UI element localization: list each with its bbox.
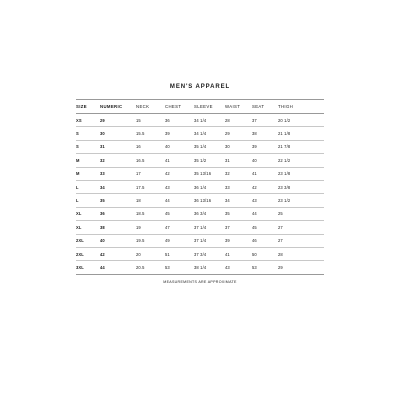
neck-cell: 19 (136, 221, 165, 234)
num-cell: 40 (100, 234, 136, 247)
waist-cell: 43 (225, 261, 252, 274)
waist-cell: 41 (225, 247, 252, 260)
num-cell: 44 (100, 261, 136, 274)
sleeve-cell: 35 1/2 (194, 154, 225, 167)
thigh-cell: 21 7/8 (278, 140, 324, 153)
size-cell: M (76, 167, 100, 180)
sleeve-cell: 37 3/4 (194, 247, 225, 260)
header-row (76, 100, 324, 114)
thigh-cell: 27 (278, 234, 324, 247)
size-cell: 2XL (76, 234, 100, 247)
sleeve-cell: 36 13/16 (194, 194, 225, 207)
chest-cell: 53 (165, 261, 194, 274)
num-cell: 36 (100, 207, 136, 220)
sleeve-cell: 37 1/4 (194, 234, 225, 247)
waist-cell: 29 (225, 127, 252, 140)
num-cell: 32 (100, 154, 136, 167)
header-sleeve: SLEEVE (194, 100, 225, 114)
chest-cell: 44 (165, 194, 194, 207)
waist-cell: 34 (225, 194, 252, 207)
chest-cell: 42 (165, 167, 194, 180)
table-row (76, 180, 324, 193)
neck-cell: 20 (136, 247, 165, 260)
size-chart (76, 84, 324, 284)
neck-cell: 17.5 (136, 180, 165, 193)
num-cell: 35 (100, 194, 136, 207)
seat-cell: 50 (252, 247, 278, 260)
chest-cell: 36 (165, 114, 194, 127)
chest-cell: 49 (165, 234, 194, 247)
chest-cell: 45 (165, 207, 194, 220)
waist-cell: 30 (225, 140, 252, 153)
size-cell: XL (76, 221, 100, 234)
chest-cell: 51 (165, 247, 194, 260)
size-cell: S (76, 127, 100, 140)
seat-cell: 39 (252, 140, 278, 153)
seat-cell: 44 (252, 207, 278, 220)
num-cell: 31 (100, 140, 136, 153)
size-cell: 3XL (76, 261, 100, 274)
waist-cell: 28 (225, 114, 252, 127)
thigh-cell: 27 (278, 221, 324, 234)
sleeve-cell: 35 13/16 (194, 167, 225, 180)
thigh-cell: 22 1/2 (278, 154, 324, 167)
size-cell: M (76, 154, 100, 167)
chest-cell: 39 (165, 127, 194, 140)
size-cell: 2XL (76, 247, 100, 260)
table-row (76, 114, 324, 127)
thigh-cell: 29 (278, 261, 324, 274)
table-body (76, 114, 324, 275)
table-row (76, 221, 324, 234)
num-cell: 29 (100, 114, 136, 127)
size-cell: L (76, 180, 100, 193)
chest-cell: 40 (165, 140, 194, 153)
thigh-cell: 20 1/2 (278, 114, 324, 127)
size-cell: S (76, 140, 100, 153)
size-cell: XS (76, 114, 100, 127)
neck-cell: 20.5 (136, 261, 165, 274)
seat-cell: 45 (252, 221, 278, 234)
seat-cell: 40 (252, 154, 278, 167)
neck-cell: 18 (136, 194, 165, 207)
header-chest: CHEST (165, 100, 194, 114)
neck-cell: 16 (136, 140, 165, 153)
table-row (76, 127, 324, 140)
num-cell: 33 (100, 167, 136, 180)
seat-cell: 46 (252, 234, 278, 247)
num-cell: 34 (100, 180, 136, 193)
chest-cell: 43 (165, 180, 194, 193)
neck-cell: 15 (136, 114, 165, 127)
table-row (76, 167, 324, 180)
neck-cell: 16.5 (136, 154, 165, 167)
sleeve-cell: 36 1/4 (194, 180, 225, 193)
chest-cell: 47 (165, 221, 194, 234)
size-table (76, 99, 324, 275)
sleeve-cell: 36 3/4 (194, 207, 225, 220)
num-cell: 30 (100, 127, 136, 140)
waist-cell: 39 (225, 234, 252, 247)
size-cell: XL (76, 207, 100, 220)
thigh-cell: 21 1/8 (278, 127, 324, 140)
sleeve-cell: 34 1/4 (194, 114, 225, 127)
header-waist: WAIST (225, 100, 252, 114)
header-size: SIZE (76, 100, 100, 114)
table-row (76, 194, 324, 207)
neck-cell: 19.5 (136, 234, 165, 247)
sleeve-cell: 38 1/4 (194, 261, 225, 274)
thigh-cell: 23 3/8 (278, 180, 324, 193)
num-cell: 42 (100, 247, 136, 260)
header-numeric: NUMERIC (100, 100, 136, 114)
waist-cell: 37 (225, 221, 252, 234)
waist-cell: 33 (225, 180, 252, 193)
table-row (76, 247, 324, 260)
table-row (76, 261, 324, 274)
thigh-cell: 28 (278, 247, 324, 260)
seat-cell: 53 (252, 261, 278, 274)
neck-cell: 18.5 (136, 207, 165, 220)
sleeve-cell: 35 1/4 (194, 140, 225, 153)
thigh-cell: 23 1/8 (278, 167, 324, 180)
footnote: MEASUREMENTS ARE APPROXIMATE (163, 279, 237, 284)
chart-title: MEN'S APPAREL (169, 84, 231, 90)
table-row (76, 234, 324, 247)
seat-cell: 41 (252, 167, 278, 180)
seat-cell: 38 (252, 127, 278, 140)
header-seat: SEAT (252, 100, 278, 114)
chest-cell: 41 (165, 154, 194, 167)
waist-cell: 32 (225, 167, 252, 180)
seat-cell: 42 (252, 180, 278, 193)
neck-cell: 17 (136, 167, 165, 180)
sleeve-cell: 37 1/4 (194, 221, 225, 234)
size-cell: L (76, 194, 100, 207)
seat-cell: 37 (252, 114, 278, 127)
table-row (76, 207, 324, 220)
thigh-cell: 25 (278, 207, 324, 220)
header-neck: NECK (136, 100, 165, 114)
thigh-cell: 23 1/2 (278, 194, 324, 207)
num-cell: 38 (100, 221, 136, 234)
table-row (76, 154, 324, 167)
neck-cell: 15.5 (136, 127, 165, 140)
seat-cell: 43 (252, 194, 278, 207)
sleeve-cell: 34 1/4 (194, 127, 225, 140)
waist-cell: 31 (225, 154, 252, 167)
header-thigh: THIGH (278, 100, 324, 114)
waist-cell: 35 (225, 207, 252, 220)
table-row (76, 140, 324, 153)
